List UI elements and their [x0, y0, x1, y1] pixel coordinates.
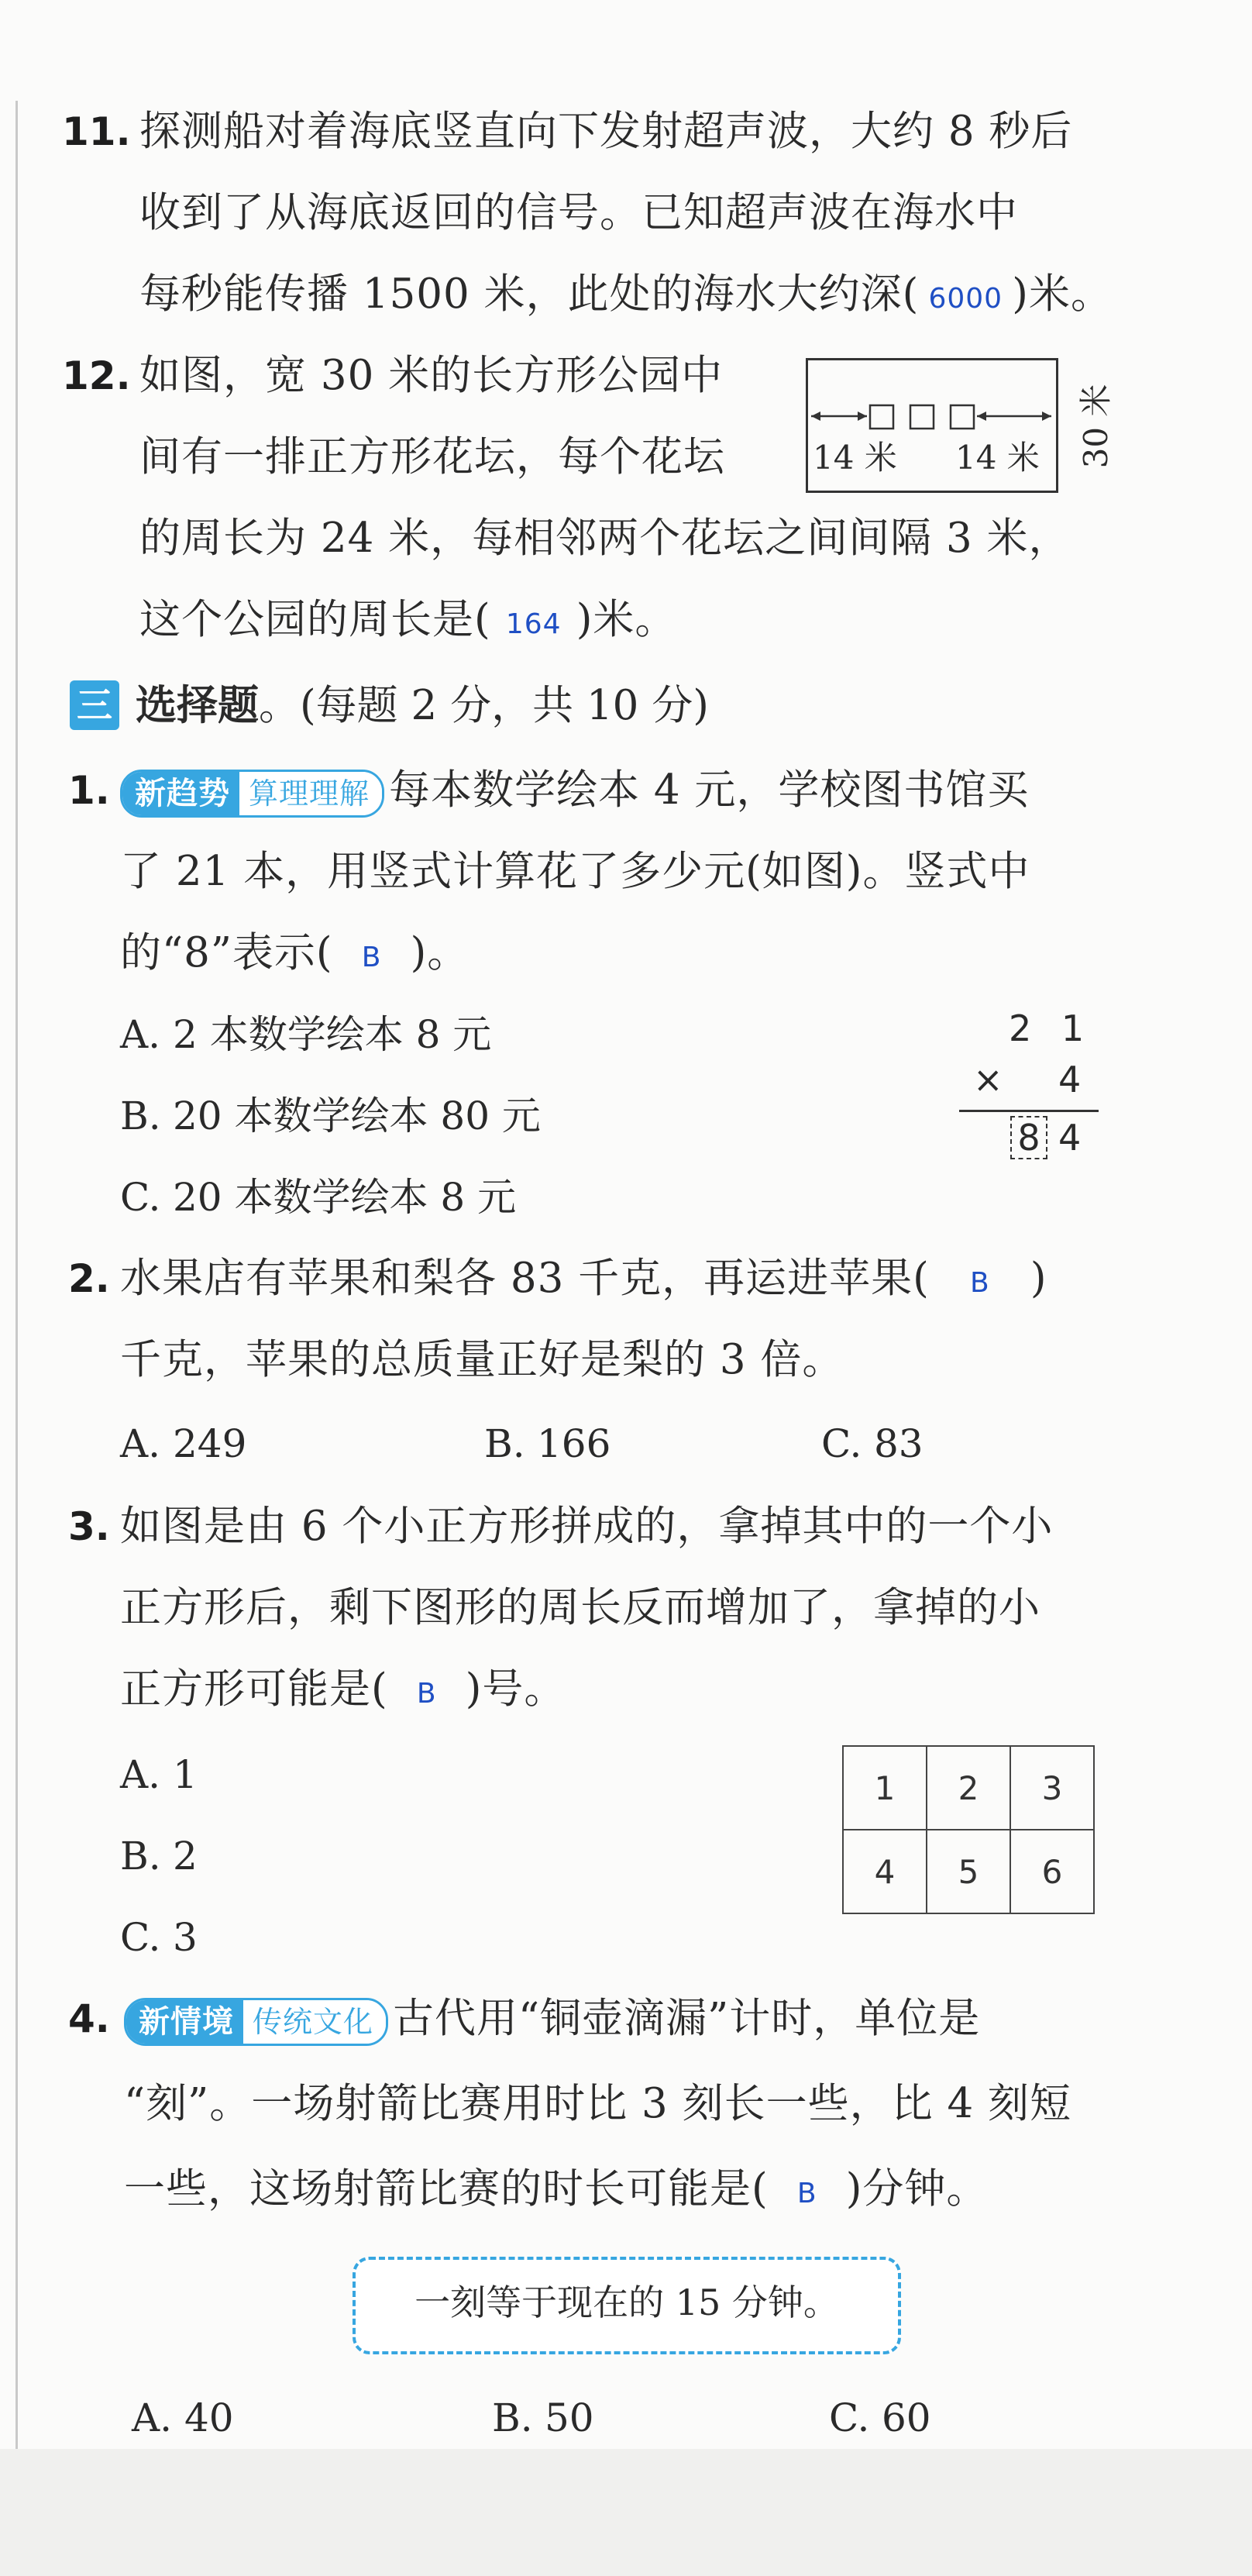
choice-4-option-c: [829, 2391, 931, 2445]
option-text: 3: [173, 1915, 198, 1960]
question-11-number: 11.: [62, 109, 131, 154]
choice-2-answer: B: [969, 1267, 990, 1299]
option-text: 60: [882, 2395, 931, 2440]
choice-3-line-3-pre: 正方形可能是(: [120, 1665, 388, 1713]
park-figure: [806, 358, 1058, 493]
option-text: 249: [173, 1421, 247, 1466]
option-letter: C.: [120, 1175, 161, 1220]
park-left-label: 14 米: [813, 439, 897, 477]
section-marker: 三: [70, 680, 119, 730]
question-12-line-1: 如图，宽 30 米的长方形公园中: [139, 352, 724, 399]
hint-box: 一刻等于现在的 15 分钟。: [353, 2257, 901, 2354]
choice-2-line-1-pre: 水果店有苹果和梨各 83 千克，再运进苹果(: [120, 1255, 930, 1302]
square-grid: [842, 1745, 1095, 1914]
vertical-operator: ×: [973, 1059, 1003, 1100]
question-12-line-4-post: )米。: [576, 596, 677, 643]
question-11-answer: 6000: [928, 283, 1003, 315]
choice-4-answer: B: [796, 2178, 817, 2209]
choice-1-tag: [120, 770, 384, 818]
vertical-rule: [959, 1110, 1099, 1112]
choice-4-line-3-pre: 一些，这场射箭比赛的时长可能是(: [124, 2165, 769, 2213]
choice-2-option-c: [821, 1417, 924, 1471]
option-letter: B.: [120, 1834, 161, 1879]
choice-3-line-2: 正方形后，剩下图形的周长反而增加了，拿掉的小: [120, 1584, 1040, 1631]
choice-4-tag-sub: 传统文化: [243, 2000, 386, 2044]
choice-2-option-b: [484, 1417, 611, 1471]
choice-2-number: 2.: [68, 1256, 110, 1301]
choice-4-option-a: [132, 2391, 234, 2445]
option-letter: C.: [829, 2395, 870, 2440]
choice-1-line-1: [120, 763, 1029, 818]
option-text: 50: [545, 2395, 594, 2440]
question-11-line-3: [139, 267, 1113, 326]
choice-1-number: 1.: [68, 768, 110, 813]
choice-4-number: 4.: [68, 1996, 110, 2041]
choice-1-answer: B: [361, 942, 382, 973]
option-letter: B.: [492, 2395, 533, 2440]
question-11-line-2: 收到了从海底返回的信号。已知超声波在海水中: [139, 189, 1018, 236]
choice-1-line-3-post: )。: [410, 929, 470, 976]
choice-1-line-2: 了 21 本，用竖式计算花了多少元(如图)。竖式中: [120, 848, 1030, 895]
choice-3-option-a: [120, 1748, 198, 1802]
grid-cell-3: 3: [1010, 1746, 1094, 1830]
park-side-label: 30 米: [1077, 384, 1115, 469]
choice-1-option-a: [120, 1007, 491, 1062]
choice-1-option-c: [120, 1170, 516, 1224]
vertical-multiplier: 4: [1058, 1059, 1082, 1100]
park-side-label-wrap: [1073, 372, 1120, 480]
choice-1-line-1-text: 每本数学绘本 4 元，学校图书馆买: [389, 766, 1030, 814]
option-letter: B.: [120, 1093, 161, 1138]
choice-3-number: 3.: [68, 1504, 110, 1549]
grid-cell-2: 2: [927, 1746, 1010, 1830]
choice-1-line-3: [120, 926, 469, 985]
option-text: 83: [874, 1421, 924, 1466]
option-letter: A.: [120, 1421, 161, 1466]
option-text: 20 本数学绘本 8 元: [173, 1175, 517, 1220]
choice-1-tag-sub: 算理理解: [239, 772, 382, 815]
question-11-line-3-pre: 每秒能传播 1500 米，此处的海水大约深(: [139, 270, 920, 318]
choice-4-line-3-post: )分钟。: [845, 2165, 989, 2213]
option-letter: B.: [484, 1421, 525, 1466]
section-title-main: 选择题: [136, 682, 259, 729]
flower-bed-2: [910, 405, 934, 429]
flower-bed-1: [870, 405, 893, 429]
section-title-note: 。(每题 2 分，共 10 分): [259, 682, 709, 729]
choice-1-line-3-pre: 的“8”表示(: [120, 929, 333, 976]
choice-3-answer: B: [416, 1678, 437, 1710]
choice-2-option-a: [120, 1417, 246, 1471]
choice-3-option-c: [120, 1910, 198, 1965]
question-12-line-2: 间有一排正方形花坛，每个花坛: [139, 433, 725, 480]
grid-cell-4: 4: [843, 1830, 927, 1913]
question-12-line-4-pre: 这个公园的周长是(: [139, 596, 491, 643]
choice-1-option-b: [120, 1089, 541, 1143]
option-letter: A.: [120, 1012, 161, 1057]
choice-1-tag-main: 新趋势: [122, 772, 239, 815]
bottom-shade: [0, 2449, 1252, 2576]
option-text: 1: [173, 1752, 198, 1797]
vertical-multiplication: [959, 1007, 1106, 1162]
vertical-top: 2 1: [1009, 1007, 1094, 1049]
option-letter: C.: [821, 1421, 862, 1466]
page-edge: [15, 101, 18, 2449]
choice-4-option-b: [492, 2391, 594, 2445]
grid-cell-1: 1: [843, 1746, 927, 1830]
option-text: 40: [184, 2395, 234, 2440]
choice-4-line-1-text: 古代用“铜壶滴漏”计时，单位是: [393, 1995, 981, 2042]
option-text: 2 本数学绘本 8 元: [173, 1012, 492, 1057]
vertical-result-boxed-digit: 8: [1010, 1116, 1047, 1159]
choice-4-tag: [124, 1998, 388, 2046]
choice-3-line-3: [120, 1662, 566, 1721]
flower-bed-3: [951, 405, 974, 429]
question-12-line-3: 的周长为 24 米，每相邻两个花坛之间间隔 3 米，: [139, 515, 1071, 562]
vertical-result-digit: 4: [1058, 1117, 1082, 1159]
option-text: 20 本数学绘本 80 元: [173, 1093, 541, 1138]
question-12-line-4: [139, 593, 676, 652]
question-11-line-1: 探测船对着海底竖直向下发射超声波，大约 8 秒后: [139, 108, 1073, 155]
grid-cell-5: 5: [927, 1830, 1010, 1913]
choice-3-line-1: 如图是由 6 个小正方形拼成的，拿掉其中的一个小: [120, 1503, 1054, 1550]
question-11-line-3-post: )米。: [1012, 270, 1113, 318]
choice-3-option-b: [120, 1829, 198, 1883]
option-letter: C.: [120, 1915, 161, 1960]
choice-4-line-1: [124, 1992, 980, 2046]
choice-4-line-2: “刻”。一场射箭比赛用时比 3 刻长一些，比 4 刻短: [124, 2080, 1072, 2127]
park-right-label: 14 米: [955, 439, 1040, 477]
option-text: 166: [537, 1421, 611, 1466]
question-12-answer: 164: [505, 608, 562, 640]
choice-2-line-2: 千克，苹果的总质量正好是梨的 3 倍。: [120, 1336, 844, 1383]
option-letter: A.: [120, 1752, 161, 1797]
choice-4-tag-main: 新情境: [126, 2000, 243, 2044]
choice-2-line-1: [120, 1252, 1047, 1310]
choice-3-line-3-post: )号。: [465, 1665, 566, 1713]
section-title: [136, 679, 709, 733]
grid-cell-6: 6: [1010, 1830, 1094, 1913]
option-letter: A.: [132, 2395, 173, 2440]
choice-4-line-3: [124, 2162, 988, 2221]
choice-2-line-1-post: ): [1030, 1255, 1047, 1302]
question-12-number: 12.: [62, 353, 131, 398]
option-text: 2: [173, 1834, 198, 1879]
